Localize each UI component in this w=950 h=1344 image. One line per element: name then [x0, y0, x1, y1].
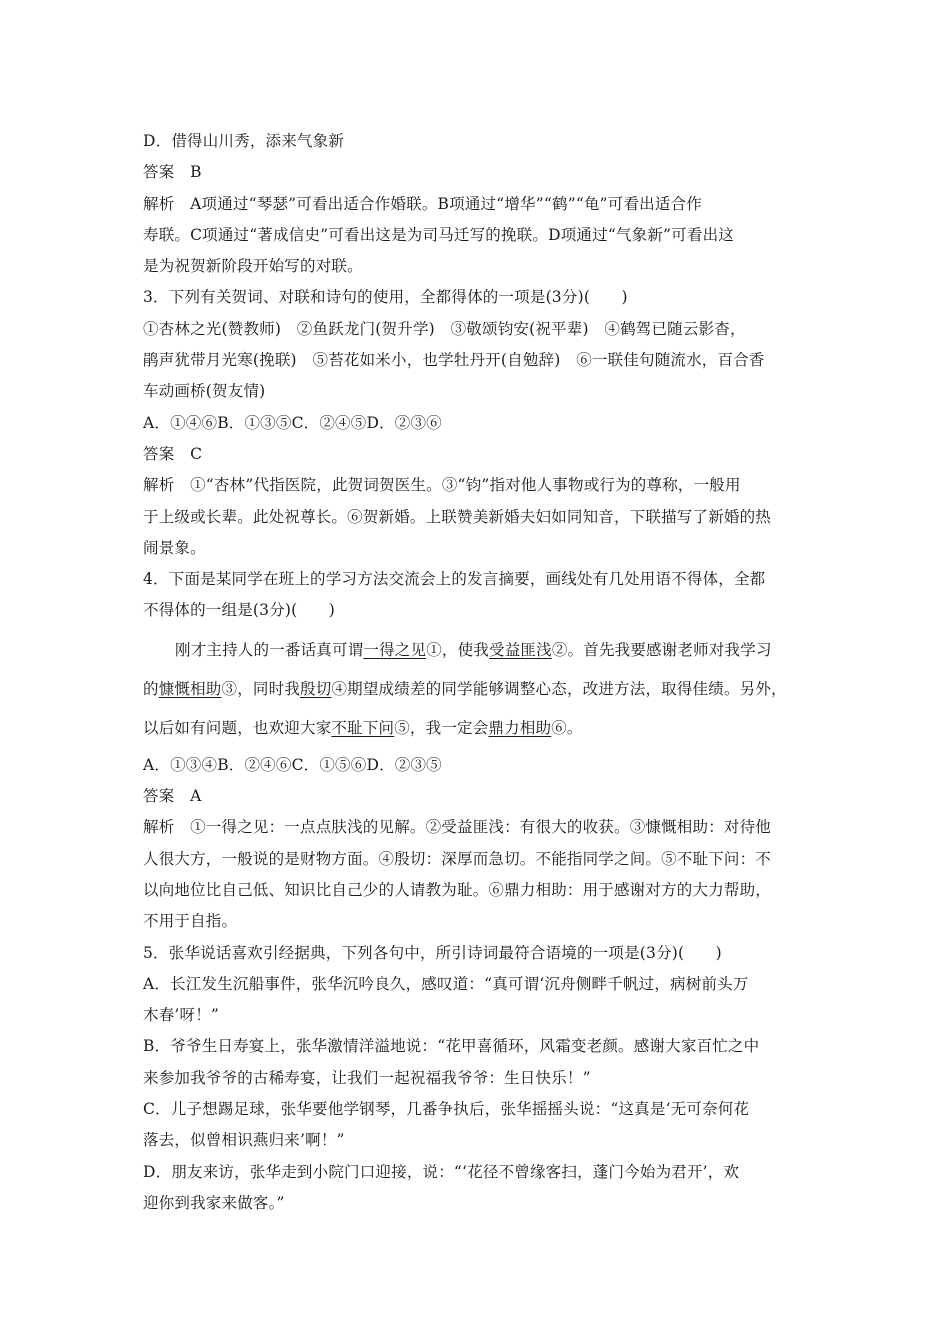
q3-answer: 答案 C [143, 444, 203, 463]
q5-option-d-line: 迎你到我家来做客。” [143, 1193, 285, 1212]
q4-analysis-line: 不用于自指。 [143, 912, 238, 931]
question-5 [143, 938, 830, 1220]
q4-passage-line [143, 670, 830, 709]
q3-items-line: 车动画桥(贺友情) [143, 382, 266, 401]
q3-analysis-line: 闹景象。 [143, 538, 206, 557]
q4-passage-line [143, 631, 830, 670]
passage-text: ⑤，我一定会 [394, 718, 489, 737]
q2-analysis-line: 解析 A项通过“琴瑟”可看出适合作婚联。B项通过“增华”“鹤”“龟”可看出适合作 [143, 194, 702, 213]
q4-analysis-line: 人很大方，一般说的是财物方面。④殷切：深厚而急切。不能指同学之间。⑤不耻下问：不 [143, 849, 772, 868]
underlined-phrase: 不耻下问 [331, 718, 395, 737]
q5-option-b-line: 来参加我爷爷的古稀寿宴，让我们一起祝福我爷爷：生日快乐！” [143, 1068, 591, 1087]
q3-stem: 3．下列有关贺词、对联和诗句的使用，全都得体的一项是(3分)( ) [143, 288, 628, 307]
q3-options: A．①④⑥B．①③⑤C．②④⑤D．②③⑥ [143, 413, 442, 432]
q2-answer: 答案 B [143, 163, 202, 182]
passage-text: ②。首先我要感谢老师对我学习 [551, 640, 772, 659]
q4-analysis-line: 以向地位比自己低、知识比自己少的人请教为耻。⑥鼎力相助：用于感谢对方的大力帮助， [143, 880, 772, 899]
q3-analysis-line: 于上级或长辈。此处祝尊长。⑥贺新婚。上联赞美新婚夫妇如同知音，下联描写了新婚的热 [143, 507, 772, 526]
q2-tail [143, 126, 830, 282]
q4-stem-line: 不得体的一组是(3分)( ) [143, 601, 336, 620]
q5-option-a-line: 木春’呀！” [143, 1006, 220, 1025]
q5-option-c-line: C．儿子想踢足球，张华要他学钢琴，几番争执后，张华摇摇头说：“这真是‘无可奈何花 [143, 1100, 750, 1119]
passage-text: ①，使我 [426, 640, 490, 659]
q3-items-line: 鹃声犹带月光寒(挽联) ⑤苔花如米小，也学牡丹开(自勉辞) ⑥一联佳句随流水，百合香 [143, 351, 765, 370]
underlined-phrase: 慷慨相助 [158, 679, 222, 698]
underlined-phrase: 一得之见 [363, 640, 427, 659]
question-3 [143, 282, 830, 564]
q3-items-line: ①杏林之光(赞教师) ②鱼跃龙门(贺升学) ③敬颂钧安(祝平辈) ④鹤驾已随云影杳， [143, 319, 746, 338]
passage-text: 刚才主持人的一番话真可谓 [175, 640, 364, 659]
q5-option-a-line: A．长江发生沉船事件，张华沉吟良久，感叹道：“真可谓‘沉舟侧畔千帆过，病树前头万 [143, 974, 749, 993]
passage-text: 以后如有问题，也欢迎大家 [143, 718, 332, 737]
passage-text: ④期望成绩差的同学能够调整心态，改进方法，取得佳绩。另外， [331, 679, 787, 698]
q4-options: A．①③④B．②④⑥C．①⑤⑥D．②③⑤ [143, 755, 442, 774]
q2-analysis-line: 是为祝贺新阶段开始写的对联。 [143, 257, 363, 276]
q2-analysis-line: 寿联。C项通过“著成信史”可看出这是为司马迁写的挽联。D项通过“气象新”可看出这 [143, 225, 734, 244]
q5-option-c-line: 落去，似曾相识燕归来’啊！” [143, 1131, 345, 1150]
passage-text: 的 [143, 679, 159, 698]
q5-stem: 5．张华说话喜欢引经据典，下列各句中，所引诗词最符合语境的一项是(3分)( ) [143, 943, 722, 962]
q4-analysis-line: 解析 ①一得之见：一点点肤浅的见解。②受益匪浅：有很大的收获。③慷慨相助：对待他 [143, 818, 772, 837]
underlined-phrase: 受益匪浅 [489, 640, 552, 659]
q5-option-d-line: D．朋友来访，张华走到小院门口迎接，说：“‘花径不曾缘客扫，蓬门今始为君开’，欢 [143, 1162, 740, 1181]
underlined-phrase: 鼎力相助 [488, 718, 552, 737]
q4-passage-line [143, 709, 830, 748]
underlined-phrase: 殷切 [300, 679, 332, 698]
q2-option-d: D．借得山川秀，添来气象新 [143, 132, 345, 150]
q5-option-b-line: B．爷爷生日寿宴上，张华激情洋溢地说：“花甲喜循环，风霜变老颜。感谢大家百忙之中 [143, 1037, 760, 1056]
passage-text: ③，同时我 [221, 679, 301, 698]
q4-answer: 答案 A [143, 787, 202, 806]
q3-analysis-line: 解析 ①“杏林”代指医院，此贺词贺医生。③“钧”指对他人事物或行为的尊称，一般用 [143, 476, 741, 495]
passage-text: ⑥。 [551, 718, 583, 737]
question-4 [143, 564, 830, 937]
q4-passage [143, 631, 830, 748]
q4-stem-line: 4．下面是某同学在班上的学习方法交流会上的发言摘要，画线处有几处用语不得体，全都 [143, 570, 766, 589]
